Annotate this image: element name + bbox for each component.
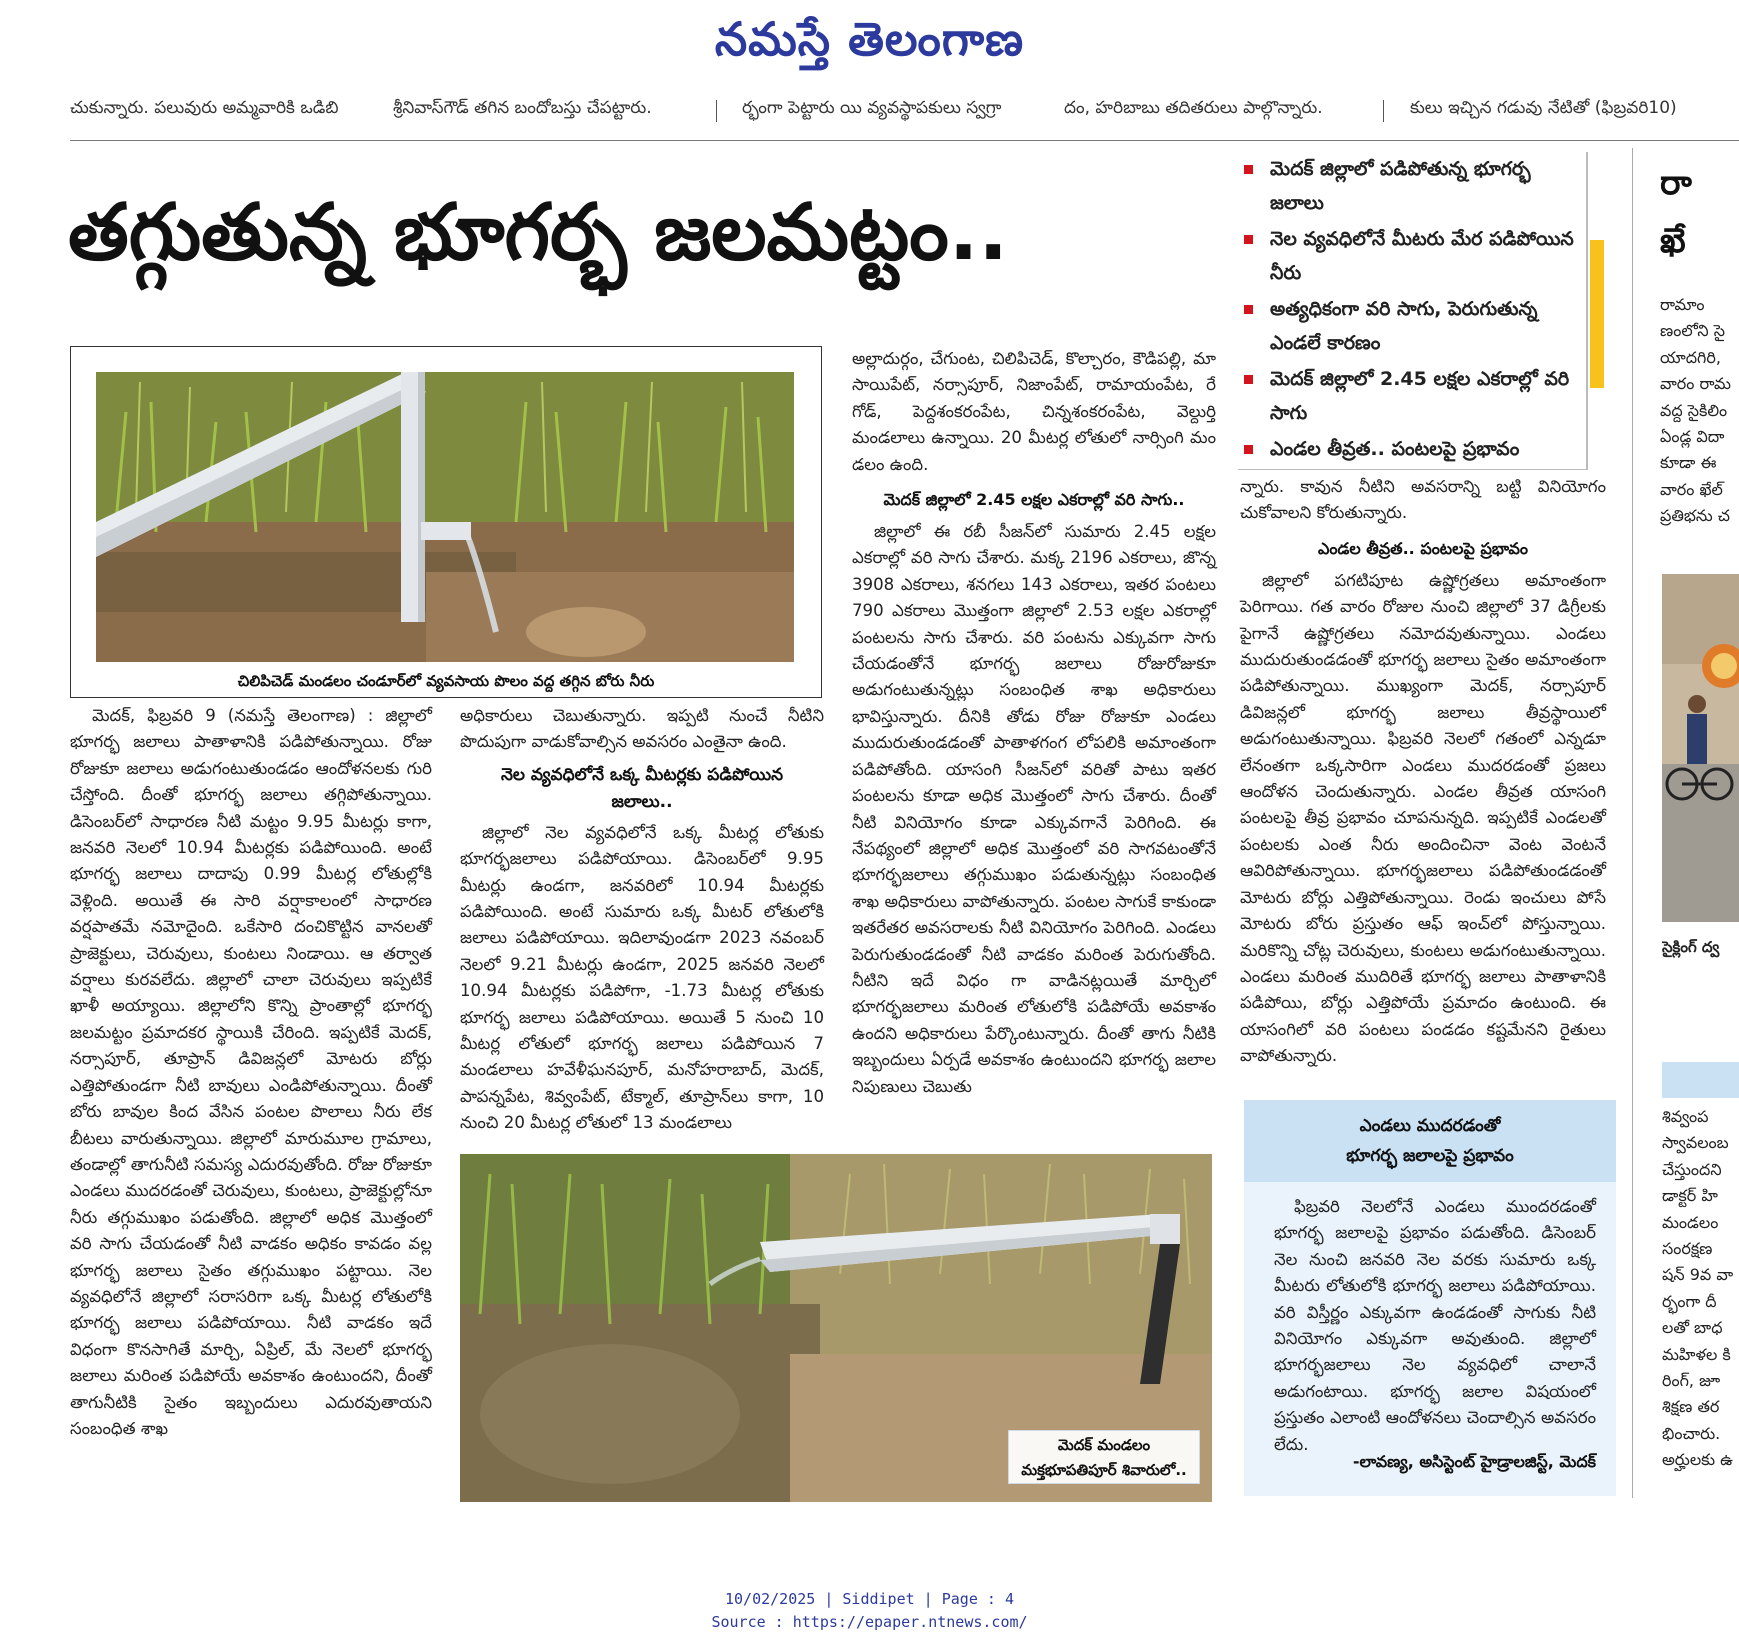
adjacent-text-line: లతో బాధ (1662, 1318, 1723, 1338)
article-paragraph: జిల్లాలో నెల వ్యవధిలోనే ఒక్క మీటర్ల లోతుకు భూగర్భజలాలు పడిపోయాయి. డిసెంబర్‌లో 9.95 మీటర్లు ఉండగా, జనవరిలో 10.94 మీటర్లకు పడిపోయింది. అంటే సుమారు ఒక్క మీటర్ లోతులోకి జలాలు పడిపోయాయి. ఇదిలావుండగా 2023 నవంబర్ నెలలో 9.21 మీటర్లు ఉండగా, 2025 జనవరి నెలలో 10.94 మీటర్లకు పడిపోగా, -1.73 మీటర్ల లోతుకు భూగర్భ జలాలు పడిపోయాయి. అయితే 5 నుంచి 10 మీటర్ల లోతులో భూగర్భ జలాలు పడిపోయిన 7 మండలాలు హవేళీఘనపూర్, మనోహరాబాద్, మెదక్, పాపన్నపేట, శివ్వంపేట్, టేక్మాల్, తూప్రాన్‌లు కాగా, 10 నుంచి 20 మీటర్ల లోతులో 13 మండలాలు (460, 822, 824, 1133)
bullet-square-icon (1244, 375, 1253, 384)
article-headline: తగ్గుతున్న భూగర్భ జలమట్టం.. (68, 188, 1009, 278)
article-column-1 (70, 703, 432, 1493)
quote-title (1244, 1100, 1616, 1182)
adjacent-text-line: భించారు. (1662, 1423, 1721, 1443)
adjacent-text-line: ణంలోని సై (1660, 321, 1725, 341)
column-divider (1383, 100, 1384, 122)
highlight-item: నెల వ్యవధిలోనే మీటరు మేర పడిపోయిన నీరు (1238, 222, 1586, 290)
adjacent-headline: రా (1660, 163, 1692, 203)
source-link[interactable]: Source : https://epaper.ntnews.com/ (711, 1613, 1028, 1631)
adjacent-text-line: వారం రామ (1660, 374, 1731, 394)
photo-caption-line: మెదక్ మండలం (1057, 1436, 1151, 1454)
bullet-square-icon (1244, 305, 1253, 314)
photo-caption-line: మక్తభూపతిపూర్ శివారులో.. (1021, 1461, 1187, 1479)
adjacent-text-line: మహిళల కి (1662, 1344, 1731, 1364)
bullet-square-icon (1244, 235, 1253, 244)
edition-info: 10/02/2025 | Siddipet | Page : 4 (725, 1590, 1014, 1608)
adjacent-text-line: రామాం (1660, 295, 1705, 314)
adjacent-text-line: కూడా ఈ (1660, 453, 1717, 473)
adjacent-text-line: మండలం (1662, 1212, 1719, 1232)
top-strip-text-5: కులు ఇచ్చిన గడువు నేటితో (ఫిబ్రవరి10) (1410, 98, 1677, 118)
adjacent-article-lower (1662, 1104, 1739, 1494)
quote-title-line: ఎండలు ముదరడంతో (1359, 1116, 1501, 1136)
paddy-field-pipe-photo (96, 372, 794, 662)
section-subhead: ఎండల తీవ్రత.. పంటలపై ప్రభావం (1318, 538, 1528, 558)
bullet-square-icon (1244, 165, 1253, 174)
adjacent-text-line: చేస్తుందని (1662, 1159, 1722, 1179)
article-paragraph: జిల్లాలో పగటిపూట ఉష్ణోగ్రతలు అమాంతంగా పెరిగాయి. గత వారం రోజుల నుంచి జిల్లాలో 37 డిగ్రీలకు పైగానే ఉష్ణోగ్రతలు నమోదవుతున్నాయి. ఎండలు ముదురుతుండడంతో భూగర్భ జలాలు సైతం అమాంతంగా పడిపోతున్నాయి. ముఖ్యంగా మెదక్, నర్సాపూర్ డివిజన్లలో భూగర్భ జలాలు తీవ్రస్థాయిలో అడుగంటుతున్నాయి. ఫిబ్రవరి నెలలో గతంలో ఎన్నడూ లేనంతగా ఒక్కసారిగా ఎండలు ముదరడంతో ప్రజలు ఆందోళన చెందుతున్నారు. ఎండల తీవ్రత యాసంగి పంటలపై తీవ్ర ప్రభావం చూపనున్నది. ఇప్పటికే ఎండలతో పంటలకు ఎంత నీరు అందించినా వెంట వెంటనే ఆవిరిపోతున్నాయి. భూగర్భజలాలు పడిపోతుండడంతో మోటరు బోర్లు ఎత్తిపోతున్నాయి. రెండు ఇంచులు పోసే మోటరు బోరు ప్రస్తుతం ఆఫ్ ఇంచ్‌లో పోస్తున్నాయి. మరికొన్ని చోట్ల చెరువులు, కుంటలు అడుగంటుతున్నాయి. ఎండలు మరింత ముదిరితే భూగర్భ జలాలు పాతాళానికి పడిపోయి, బోర్లు ఎత్తిపోయే ప్రమాదం ఉంటుంది. ఈ యాసంగిలో వరి పంటలు పండడం కష్టమేనని రైతులు వాపోతున్నారు. (1240, 570, 1606, 1066)
adjacent-subhead-bar (1662, 1062, 1739, 1098)
photo-caption (1008, 1430, 1200, 1484)
adjacent-text-line: రింగ్, జూ (1662, 1371, 1721, 1391)
highlight-item: ఎండల తీవ్రత.. పంటలపై ప్రభావం (1238, 432, 1586, 466)
adjacent-text-line: డాక్టర్ హి (1662, 1186, 1718, 1206)
top-rule (70, 140, 1739, 141)
adjacent-text-line: స్వావలంబ (1662, 1133, 1729, 1153)
top-strip-text-1: చుకున్నారు. పలువురు అమ్మవారికి ఒడిబి (70, 98, 339, 118)
column-divider (716, 100, 717, 122)
article-paragraph: న్నారు. కావున నీటిని అవసరాన్ని బట్టి వినియోగం చుకోవాలని కోరుతున్నారు. (1240, 477, 1606, 523)
adjacent-text-line: శివ్వంప (1662, 1107, 1709, 1126)
quote-credit: -లావణ్య, అసిస్టెంట్ హైడ్రాలజిస్ట్, మెదక్ (1352, 1452, 1596, 1471)
adjacent-photo-caption: సైక్లింగ్ ద్వ (1662, 938, 1720, 956)
top-strip-text-4: దం, హరిబాబు తదితరులు పాల్గొన్నారు. (1064, 98, 1323, 118)
article-paragraph: అధికారులు చెబుతున్నారు. ఇప్పటి నుంచే నీటిని పొదుపుగా వాడుకోవాల్సిన అవసరం ఎంతైనా ఉంది. (460, 706, 824, 752)
masthead-logo: నమస్తే తెలంగాణ (714, 12, 1025, 66)
highlight-item: మెదక్ జిల్లాలో పడిపోతున్న భూగర్భ జలాలు (1238, 152, 1586, 220)
section-subhead: నెల వ్యవధిలోనే ఒక్క మీటర్లకు పడిపోయిన జలాలు.. (500, 764, 784, 812)
highlight-item: అత్యధికంగా వరి సాగు, పెరుగుతున్న ఎండలే కారణం (1238, 292, 1586, 360)
adjacent-text-line: షన్ 9వ వా (1662, 1265, 1734, 1285)
accent-bar (1590, 240, 1604, 388)
quote-body (1274, 1194, 1596, 1454)
article-paragraph: మెదక్, ఫిబ్రవరి 9 (నమస్తే తెలంగాణ) : జిల్లాలో భూగర్భ జలాలు పాతాళానికి పడిపోతున్నాయి. రోజు రోజుకూ జలాలు అడుగంటుతుండడం ఆందోళనలకు గురి చేస్తోంది. దీంతో భూగర్భ జలాలు తగ్గిపోతున్నాయి. డిసెంబర్‌లో సాధారణ నీటి మట్టం 9.95 మీటర్లు కాగా, జనవరి నెలలో 10.94 మీటర్లకు పడిపోయింది. అంటే భూగర్భ జలాలు దాదాపు 0.99 మీటర్ల లోతుల్లోకి వెళ్లింది. అయితే ఈ సారి వర్షాకాలంలో సాధారణ వర్షపాతమే నమోదైంది. ఒకేసారి దంచికొట్టిన వానలతో ప్రాజెక్టులు, చెరువులు, కుంటలు నిండాయి. ఆ తర్వాత వర్షాలు కురవలేదు. జిల్లాలో చాలా చెరువులు ఇప్పటికే ఖాళీ అయ్యాయి. జిల్లాలోని కొన్ని ప్రాంతాల్లో భూగర్భ జలమట్టం ప్రమాదకర స్థాయికి చేరింది. ఇప్పటికే మెదక్, నర్సాపూర్, తూప్రాన్ డివిజన్లలో మోటరు బోర్లు ఎత్తిపోతుండగా నీటి బావులు ఎండిపోతున్నాయి. దీంతో బోరు బావుల కింద వేసిన పంటల పొలాలు నీరు లేక బీటలు వారుతున్నాయి. జిల్లాలో మారుమూల గ్రామాలు, తండాల్లో తాగునీటి సమస్య ఎదురవుతోంది. రోజు రోజుకూ ఎండలు ముదరడంతో చెరువులు, కుంటలు, ప్రాజెక్టుల్లోనూ నీరు తగ్గుముఖం పడుతోంది. జిల్లాలో అధిక మొత్తంలో వరి సాగు చేయడంతో నీటి వాడకం అధికం కావడం వల్ల భూగర్భ జలాలు సైతం తగ్గుముఖం పట్టాయి. నెల వ్యవధిలోనే జిల్లాలో సరాసరిగా ఒక్క మీటర్ల లోతులోకి భూగర్భ జలాలు పడిపోయాయి. నీటి వాడకం ఇదే విధంగా కొనసాగితే మార్చి, ఏప్రిల్, మే నెలలో భూగర్భ జలాలు మరింత పడిపోయే అవకాశం ఉంటుందని, దీంతో తాగునీటికి సైతం ఇబ్బందులు ఎదురవుతాయని సంబంధిత శాఖ (70, 706, 432, 1438)
adjacent-text-line: సంరక్షణ (1662, 1239, 1713, 1259)
bullet-square-icon (1244, 445, 1253, 454)
section-subhead: మెదక్ జిల్లాలో 2.45 లక్షల ఎకరాల్లో వరి సాగు.. (883, 490, 1185, 510)
article-paragraph: అల్లాదుర్గం, చేగుంట, చిలిపిచెడ్, కొల్చారం, కౌడిపల్లి, మా సాయిపేట్, నర్సాపూర్, నిజాంపేట్, రామాయంపేట, రే గోడ్, పెద్దశంకరంపేట, చిన్నశంకరంపేట, వెల్దుర్తి మండలాలు ఉన్నాయి. 20 మీటర్ల లోతులో నార్సింగి మం డలం ఉంది. (852, 349, 1216, 474)
top-strip-text-3: ర్భంగా పెట్టారు యి వ్యవస్థాపకులు స్వగ్రా (742, 98, 1002, 118)
cycling-photo (1662, 574, 1739, 922)
adjacent-text-line: ప్రతిభను చ (1660, 506, 1730, 526)
adjacent-text-line: అర్హులకు ఉ (1662, 1450, 1733, 1470)
page-footer (0, 1588, 1739, 1638)
column-divider (1632, 148, 1633, 1498)
adjacent-text-line: ఏండ్ల విదా (1660, 427, 1725, 447)
adjacent-text-line: వారం ఖేల్ (1660, 479, 1723, 499)
highlights-box (1238, 152, 1588, 470)
article-paragraph: జిల్లాలో ఈ రబీ సీజన్‌లో సుమారు 2.45 లక్షల ఎకరాల్లో వరి సాగు చేశారు. మక్క 2196 ఎకరాలు, జొన్న 3908 ఎకరాలు, శనగలు 143 ఎకరాలు, ఇతర పంటలు 790 ఎకరాలు మొత్తంగా జిల్లాలో 2.53 లక్షల ఎకరాల్లో పంటలను సాగు చేశారు. వరి పంటను ఎక్కువగా సాగు చేయడంతోనే భూగర్భ జలాలు రోజురోజుకూ అడుగంటుతున్నట్లు సంబంధిత శాఖ అధికారులు భావిస్తున్నారు. దీనికి తోడు రోజు రోజుకూ ఎండలు ముదురుతుండడంతో పాతాళగంగ లోపలికి అమాంతంగా పడిపోతోంది. యాసంగి సీజన్‌లో వరితో పాటు ఇతర పంటలను కూడా అధిక మొత్తంలో సాగు చేశారు. దీంతో నీటి వినియోగం కూడా ఎక్కువగానే పెరిగింది. ఈ నేపథ్యంలో జిల్లాలో అధిక మొత్తంలో వరి సాగవటంతోనే భూగర్భజలాలు తగ్గుముఖం పడుతున్నట్లు సంబంధిత శాఖ అధికారులు వాపోతున్నారు. పంటల సాగుకే కాకుండా ఇతరేతర అవసరాలకు నీటి వినియోగం పెరిగింది. ఎండలు పెరుగుతుండడంతో నీటి వాడకం మరింత పెరుగుతోంది. నీటిని ఇదే విధం గా వాడినట్లయితే మార్చిలో భూగర్భజలాలు మరింత లోతులోకి పడిపోయే అవకాశం ఉందని అధికారులు పేర్కొంటున్నారు. దీంతో తాగు నీటికి ఇబ్బందులు ఏర్పడే అవకాశం ఉంటుందని భూగర్భ జలాల నిపుణులు చెబుతు (852, 522, 1216, 1096)
article-column-4 (1240, 474, 1606, 1094)
adjacent-text-line: యాదగిరి, (1660, 347, 1721, 367)
highlight-item: మెదక్ జిల్లాలో 2.45 లక్షల ఎకరాల్లో వరి సాగు (1238, 362, 1586, 430)
adjacent-headline: ఖే (1660, 221, 1686, 261)
quote-title-line: భూగర్భ జలాలపై ప్రభావం (1346, 1146, 1514, 1166)
quote-paragraph: ఫిబ్రవరి నెలలోనే ఎండలు ముందరడంతో భూగర్భ జలాలపై ప్రభావం పడుతోంది. డిసెంబర్ నెల నుంచి జనవరి నెల వరకు సుమారు ఒక్క మీటరు లోతులోకి భూగర్భ జలాలు పడిపోయాయి. వరి విస్తీర్ణం ఎక్కువగా ఉండడంతో సాగుకు నీటి వినియోగం ఎక్కువగా అవుతుంది. జిల్లాలో భూగర్భజలాలు నెల వ్యవధిలో చాలానే అడుగంటాయి. భూగర్భ జలాల విషయంలో ప్రస్తుతం ఎలాంటి ఆందోళనలు చెందాల్సిన అవసరం లేదు. (1274, 1197, 1596, 1454)
photo-caption: చిలిపిచెడ్ మండలం చండూర్‌లో వ్యవసాయ పొలం వద్ద తగ్గిన బోరు నీరు (237, 672, 655, 690)
adjacent-text-line: వద్ద సైకిలిం (1660, 400, 1728, 420)
article-column-2 (460, 703, 824, 1133)
article-column-3 (852, 346, 1216, 1166)
top-strip-text-2: శ్రీనివాస్‌గౌడ్ తగిన బందోబస్తు చేపట్టారు. (393, 98, 652, 118)
adjacent-text-line: శిక్షణ తర (1662, 1397, 1720, 1417)
adjacent-text-line: ర్భంగా దీ (1662, 1291, 1717, 1311)
top-strip (70, 98, 1739, 126)
